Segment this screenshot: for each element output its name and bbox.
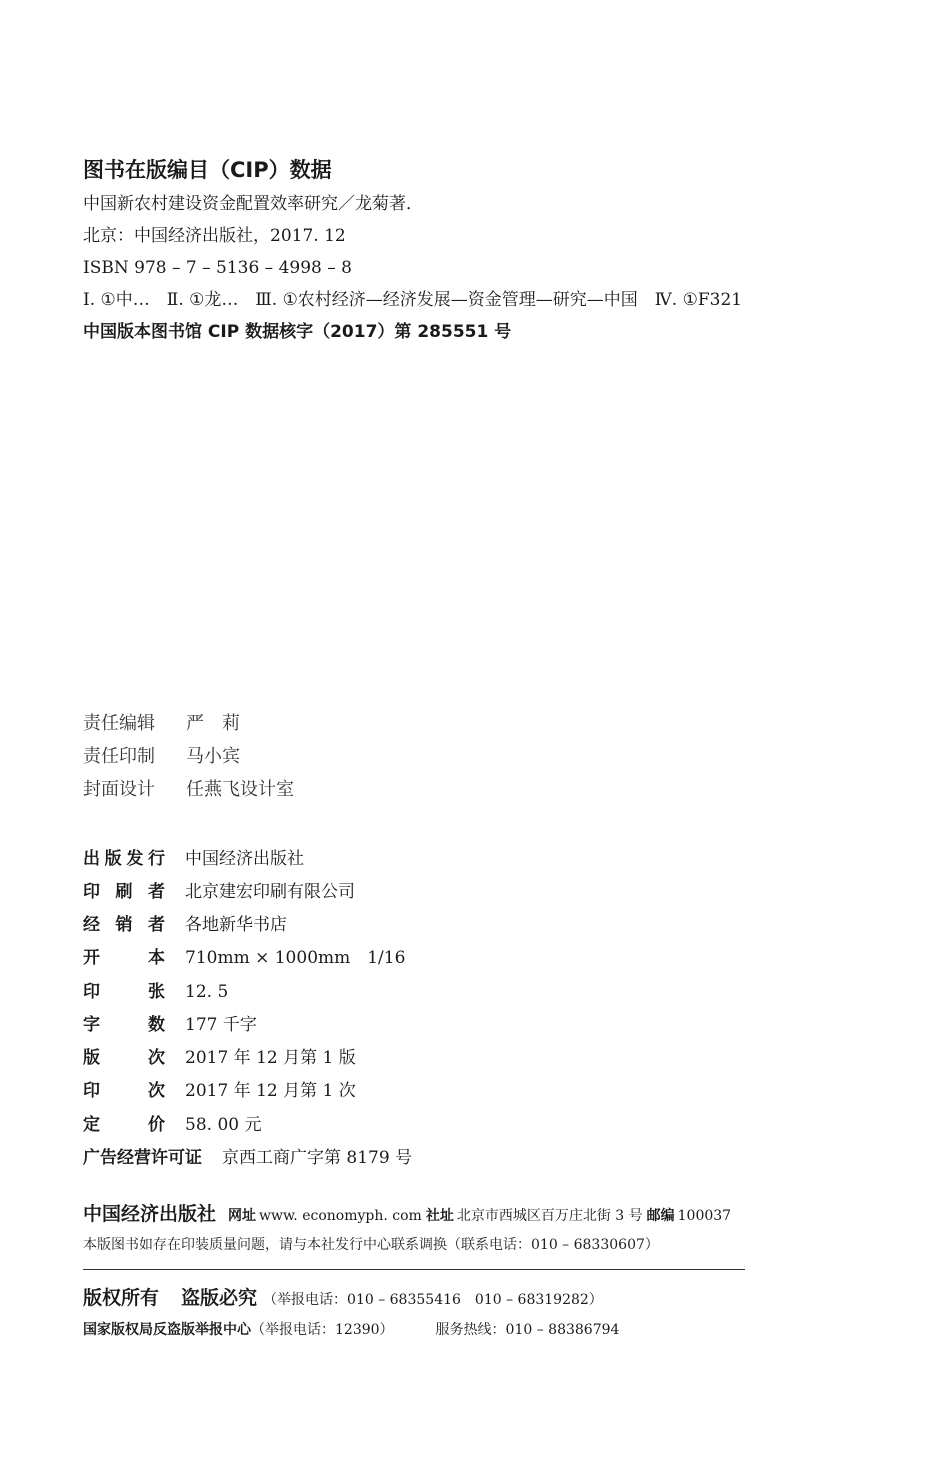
anti-piracy-center: 国家版权局反盗版举报中心 (83, 1322, 251, 1338)
spec-value: 各地新华书店 (185, 915, 287, 935)
spec-row-format (83, 950, 405, 967)
spec-label: 印张 (83, 982, 165, 1002)
spec-value: 710mm × 1000mm 1/16 (185, 948, 406, 968)
staff-value: 任燕飞设计室 (186, 779, 294, 800)
staff-value: 严 莉 (186, 713, 240, 734)
address: 北京市西城区百万庄北街 3 号 (456, 1208, 643, 1224)
spec-value: 2017 年 12 月第 1 次 (185, 1081, 356, 1101)
center-phone: （举报电话：12390） (251, 1322, 394, 1338)
spec-label: 开本 (83, 948, 165, 968)
postcode: 100037 (677, 1208, 732, 1224)
spec-value: 2017 年 12 月第 1 版 (185, 1048, 356, 1068)
spec-label: 定价 (83, 1115, 165, 1135)
staff-label: 责任印制 (83, 746, 155, 767)
spec-value: 177 千字 (185, 1015, 257, 1035)
report-phones: （举报电话：010 – 68355416 010 – 68319282） (263, 1292, 603, 1308)
spec-label: 经销者 (83, 915, 165, 935)
cip-isbn-line: ISBN 978 – 7 – 5136 – 4998 – 8 (83, 258, 352, 278)
website-label: 网址 (228, 1208, 257, 1224)
rights-reserved: 版权所有 (83, 1287, 160, 1309)
anti-piracy-line (83, 1323, 619, 1337)
spec-row-distributor (83, 917, 287, 934)
staff-row-printing (83, 748, 240, 766)
publisher-contact-line (83, 1205, 731, 1224)
spec-label: 出版发行 (83, 849, 165, 869)
quality-notice: 本版图书如存在印装质量问题，请与本社发行中心联系调换（联系电话：010 – 68330607） (83, 1237, 659, 1253)
spec-row-ad-license (83, 1150, 412, 1167)
spec-value: 北京建宏印刷有限公司 (185, 882, 355, 902)
spec-row-price (83, 1117, 261, 1134)
staff-value: 马小宾 (186, 746, 240, 767)
spec-label: 广告经营许可证 (83, 1148, 202, 1168)
spec-row-sheets (83, 984, 228, 1001)
cip-subject-line: Ⅰ. ①中… Ⅱ. ①龙… Ⅲ. ①农村经济—经济发展—资金管理—研究—中国 Ⅳ. ①F321 (83, 290, 743, 310)
spec-row-wordcount (83, 1017, 257, 1034)
divider (83, 1269, 745, 1270)
spec-row-publisher (83, 851, 304, 868)
staff-label: 封面设计 (83, 779, 155, 800)
spec-value: 中国经济出版社 (185, 849, 304, 869)
address-label: 社址 (425, 1208, 454, 1224)
spec-row-edition (83, 1050, 356, 1067)
footer-publisher: 中国经济出版社 (83, 1203, 217, 1225)
spec-label: 版次 (83, 1048, 165, 1068)
spec-value: 京西工商广字第 8179 号 (222, 1148, 413, 1168)
staff-row-cover (83, 781, 294, 799)
spec-row-printing (83, 1083, 356, 1100)
cip-title-line: 中国新农村建设资金配置效率研究／龙菊著． (83, 194, 423, 214)
spec-value: 12. 5 (185, 982, 229, 1002)
spec-label: 印次 (83, 1081, 165, 1101)
piracy-warning: 盗版必究 (181, 1287, 258, 1309)
spec-value: 58. 00 元 (185, 1115, 262, 1135)
staff-row-editor (83, 715, 240, 733)
spec-label: 印刷者 (83, 882, 165, 902)
staff-label: 责任编辑 (83, 713, 155, 734)
service-hotline: 服务热线：010 – 88386794 (435, 1322, 620, 1338)
spec-row-printer (83, 884, 355, 901)
cip-check-line: 中国版本图书馆 CIP 数据核字（2017）第 285551 号 (83, 322, 512, 342)
spec-label: 字数 (83, 1015, 165, 1035)
cip-publisher-line: 北京：中国经济出版社，2017. 12 (83, 226, 346, 246)
postcode-label: 邮编 (646, 1208, 675, 1224)
rights-line (83, 1289, 603, 1308)
cip-heading: 图书在版编目（CIP）数据 (83, 158, 332, 182)
website: www. economyph. com (259, 1208, 422, 1224)
